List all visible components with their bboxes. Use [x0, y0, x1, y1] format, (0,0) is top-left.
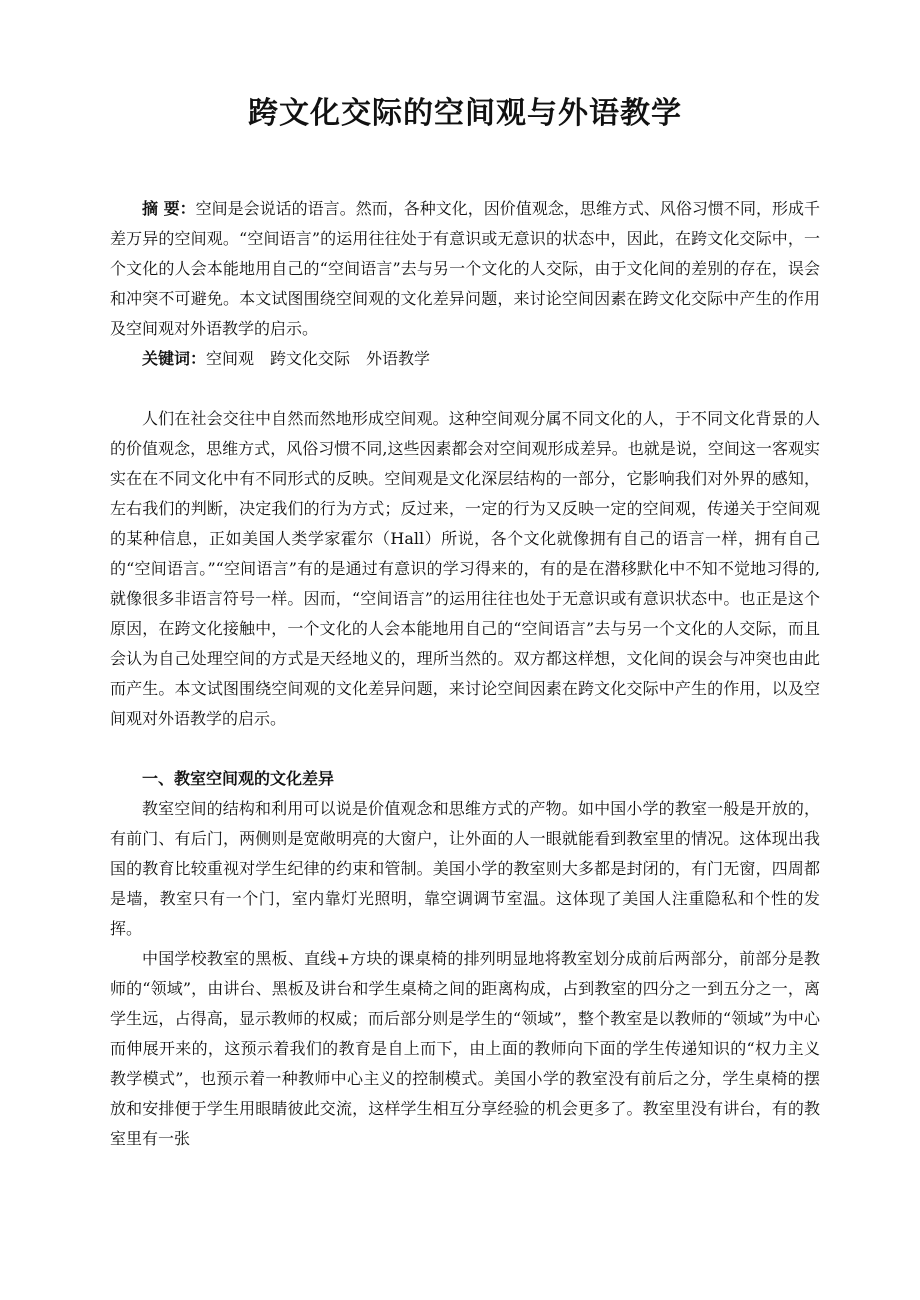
intro-paragraph: 人们在社会交往中自然而然地形成空间观。这种空间观分属不同文化的人，于不同文化背景的人的价值观念，思维方式，风俗习惯不同,这些因素都会对空间观形成差异。也就是说，空间这一客观实实在在不同文化中有不同形式的反映。空间观是文化深层结构的一部分，它影响我们对外界的感知，左右我们的判断，决定我们的行为方式；反过来，一定的行为又反映一定的空间观，传递关于空间观的某种信息，正如美国人类学家霍尔（Hall）所说，各个文化就像拥有自己的语言一样，拥有自己的“空间语言。”“空间语言”有的是通过有意识的学习得来的，有的是在潜移默化中不知不觉地习得的,就像很多非语言符号一样。因而，“空间语言”的运用往往也处于无意识或有意识状态中。也正是这个原因，在跨文化接触中，一个文化的人会本能地用自己的“空间语言”去与另一个文化的人交际，而且会认为自己处理空间的方式是天经地义的，理所当然的。双方都这样想，文化间的误会与冲突也由此而产生。本文试图围绕空间观的文化差异问题，来讨论空间因素在跨文化交际中产生的作用，以及空间观对外语教学的启示。	[110, 409, 820, 728]
keyword-item: 跨文化交际	[270, 349, 351, 368]
body-paragraph: 教室空间的结构和利用可以说是价值观念和思维方式的产物。如中国小学的教室一般是开放的，有前门、有后门，两侧则是宽敞明亮的大窗户，让外面的人一眼就能看到教室里的情况。这体现出我国的教育比较重视对学生纪律的约束和管制。美国小学的教室则大多都是封闭的，有门无窗，四周都是墙，教室只有一个门，室内靠灯光照明，靠空调调节室温。这体现了美国人注重隐私和个性的发挥。	[110, 799, 820, 938]
document-title: 跨文化交际的空间观与外语教学	[248, 96, 682, 131]
abstract-text: 空间是会说话的语言。然而，各种文化，因价值观念，思维方式、风俗习惯不同，形成千差万异的空间观。“空间语言”的运用往往处于有意识或无意识的状态中，因此，在跨文化交际中，一个文化的人会本能地用自己的“空间语言”去与另一个文化的人交际，由于文化间的差别的存在，误会和冲突不可避免。本文试图围绕空间观的文化差异问题，来讨论空间因素在跨文化交际中产生的作用及空间观对外语教学的启示。	[110, 199, 820, 338]
body-paragraph: 中国学校教室的黑板、直线+方块的课桌椅的排列明显地将教室划分成前后两部分，前部分是教师的“领域”，由讲台、黑板及讲台和学生桌椅之间的距离构成，占到教室的四分之一到五分之一，离学生远，占得高，显示教师的权威；而后部分则是学生的“领域”，整个教室是以教师的“领域”为中心而伸展开来的，这预示着我们的教育是自上而下，由上面的教师向下面的学生传递知识的“权力主义教学模式”，也预示着一种教师中心主义的控制模式。美国小学的教室没有前后之分，学生桌椅的摆放和安排便于学生用眼睛彼此交流，这样学生相互分享经验的机会更多了。教室里没有讲台，有的教室里有一张	[110, 949, 820, 1148]
abstract-label: 摘 要：	[142, 199, 196, 218]
keywords-line	[110, 344, 820, 374]
section-heading: 一、教室空间观的文化差异	[142, 769, 335, 788]
keywords-label: 关键词：	[142, 349, 207, 368]
abstract-block	[110, 194, 820, 374]
keyword-item: 外语教学	[366, 349, 431, 368]
abstract-paragraph	[110, 194, 820, 344]
keyword-item: 空间观	[206, 349, 255, 368]
